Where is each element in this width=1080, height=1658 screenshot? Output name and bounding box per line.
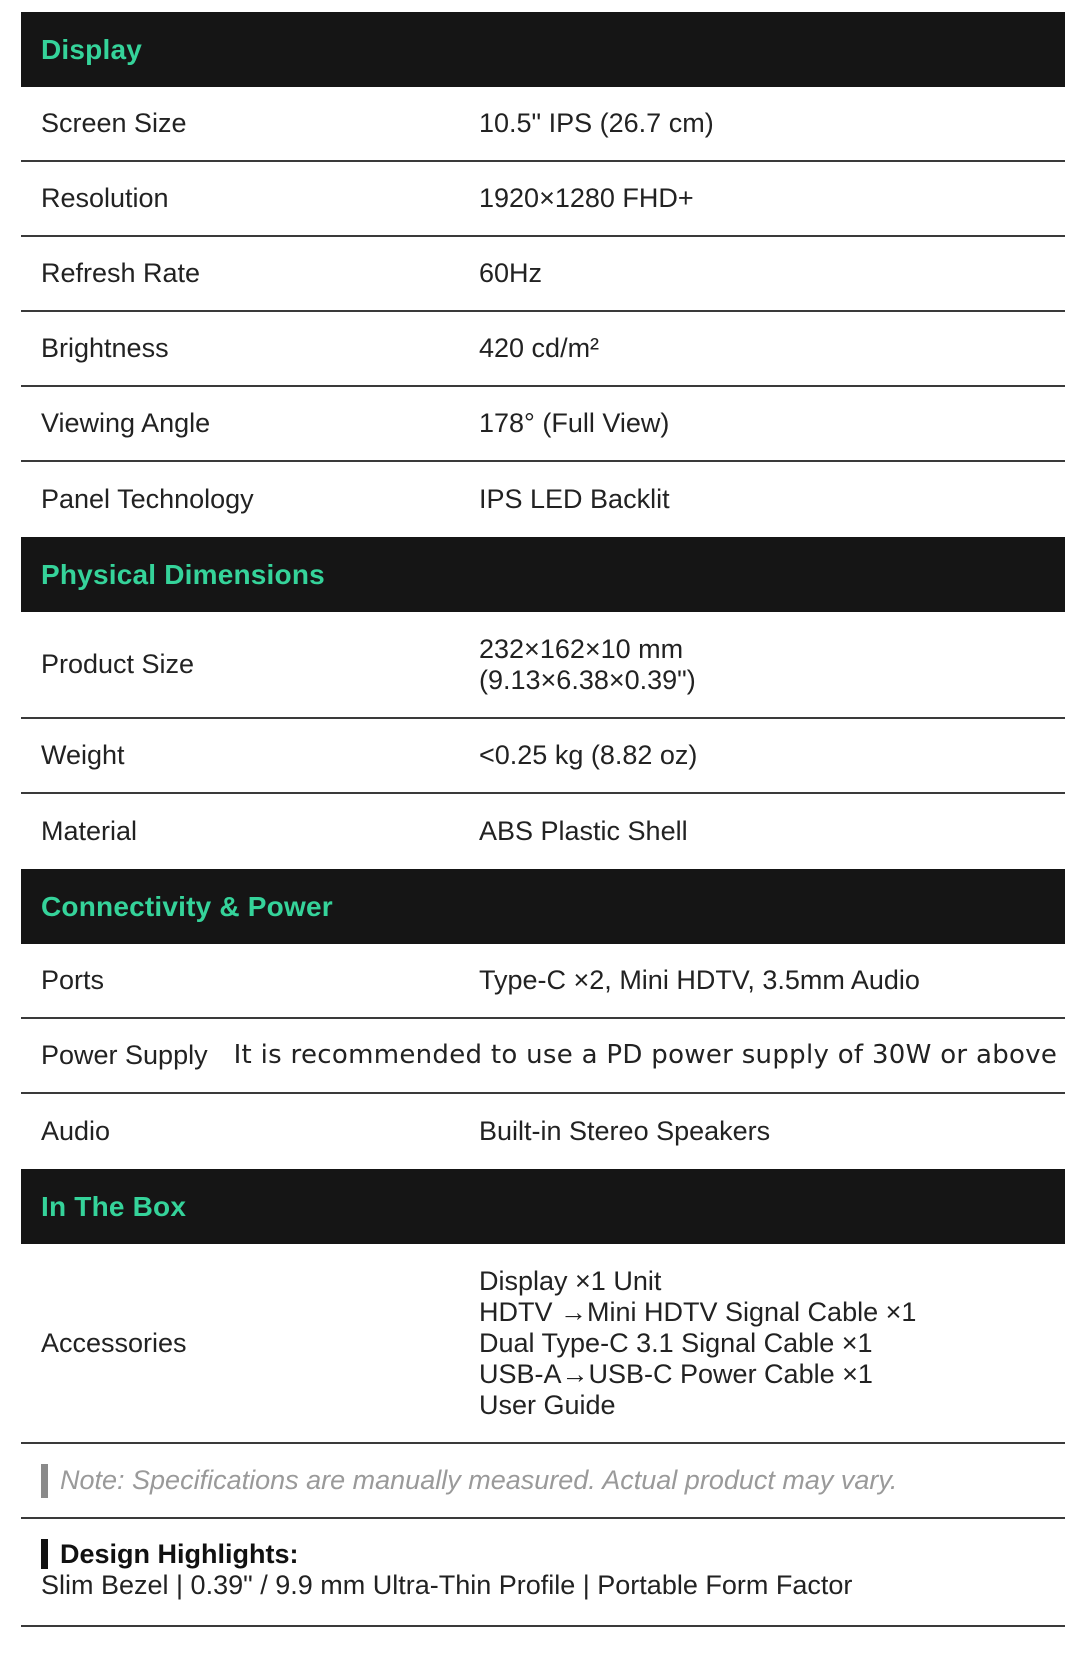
- spec-row-weight: [21, 719, 1065, 794]
- spec-label: Power Supply: [41, 1040, 208, 1070]
- spec-value: 178° (Full View): [479, 408, 670, 438]
- highlights-text: Slim Bezel | 0.39" / 9.9 mm Ultra-Thin Profile | Portable Form Factor: [41, 1570, 853, 1600]
- spec-label: Material: [41, 816, 138, 846]
- spec-row-viewing-angle: [21, 387, 1065, 462]
- section-title: Connectivity & Power: [41, 890, 333, 922]
- spec-label: Product Size: [41, 649, 195, 679]
- spec-value: Built-in Stereo Speakers: [479, 1116, 771, 1146]
- section-header-connectivity-power: [21, 869, 1065, 944]
- spec-row-refresh-rate: [21, 237, 1065, 312]
- spec-value: IPS LED Backlit: [479, 484, 670, 514]
- spec-value: <0.25 kg (8.82 oz): [479, 740, 698, 770]
- spec-label: Ports: [41, 965, 105, 995]
- spec-row-power-supply: [21, 1019, 1065, 1094]
- spec-sheet: [21, 12, 1065, 1627]
- highlights-bar: [41, 1539, 48, 1569]
- note-bar: [41, 1464, 48, 1498]
- spec-label: Panel Technology: [41, 484, 254, 514]
- spec-value: It is recommended to use a PD power supply of 30W or above: [233, 1040, 1058, 1070]
- spec-row-product-size: [21, 612, 1065, 719]
- spec-row-panel-technology: [21, 462, 1065, 537]
- spec-row-brightness: [21, 312, 1065, 387]
- spec-value: ABS Plastic Shell: [479, 816, 688, 846]
- spec-label: Viewing Angle: [41, 408, 211, 438]
- spec-label: Refresh Rate: [41, 258, 201, 288]
- spec-row-accessories: [21, 1244, 1065, 1444]
- spec-row-material: [21, 794, 1065, 869]
- spec-label: Resolution: [41, 183, 169, 213]
- spec-label: Screen Size: [41, 108, 187, 138]
- spec-row-resolution: [21, 162, 1065, 237]
- section-title: Display: [41, 33, 142, 65]
- section-title: In The Box: [41, 1190, 187, 1222]
- spec-value: 232×162×10 mm (9.13×6.38×0.39"): [479, 633, 696, 695]
- note-text: Note: Specifications are manually measured. Actual product may vary.: [60, 1465, 898, 1495]
- spec-value: 420 cd/m²: [479, 333, 600, 363]
- spec-value: Type-C ×2, Mini HDTV, 3.5mm Audio: [479, 965, 920, 995]
- spec-value: 10.5" IPS (26.7 cm): [479, 108, 714, 138]
- spec-value: Display ×1 Unit HDTV →Mini HDTV Signal Cable ×1 Dual Type-C 3.1 Signal Cable ×1 USB-A→USB-C Power Cable ×1 User Guide: [479, 1265, 917, 1420]
- spec-row-audio: [21, 1094, 1065, 1169]
- section-header-display: [21, 12, 1065, 87]
- highlights-heading: [41, 1539, 1065, 1569]
- spec-value: 60Hz: [479, 258, 543, 288]
- note-row: [21, 1444, 1065, 1519]
- section-header-in-the-box: [21, 1169, 1065, 1244]
- spec-value: 1920×1280 FHD+: [479, 183, 694, 213]
- section-title: Physical Dimensions: [41, 558, 325, 590]
- design-highlights: [21, 1519, 1065, 1627]
- highlights-title: Design Highlights:: [60, 1539, 299, 1569]
- spec-label: Weight: [41, 740, 125, 770]
- spec-row-ports: [21, 944, 1065, 1019]
- spec-label: Audio: [41, 1116, 111, 1146]
- spec-row-screen-size: [21, 87, 1065, 162]
- spec-label: Accessories: [41, 1327, 187, 1358]
- section-header-physical-dimensions: [21, 537, 1065, 612]
- spec-label: Brightness: [41, 333, 169, 363]
